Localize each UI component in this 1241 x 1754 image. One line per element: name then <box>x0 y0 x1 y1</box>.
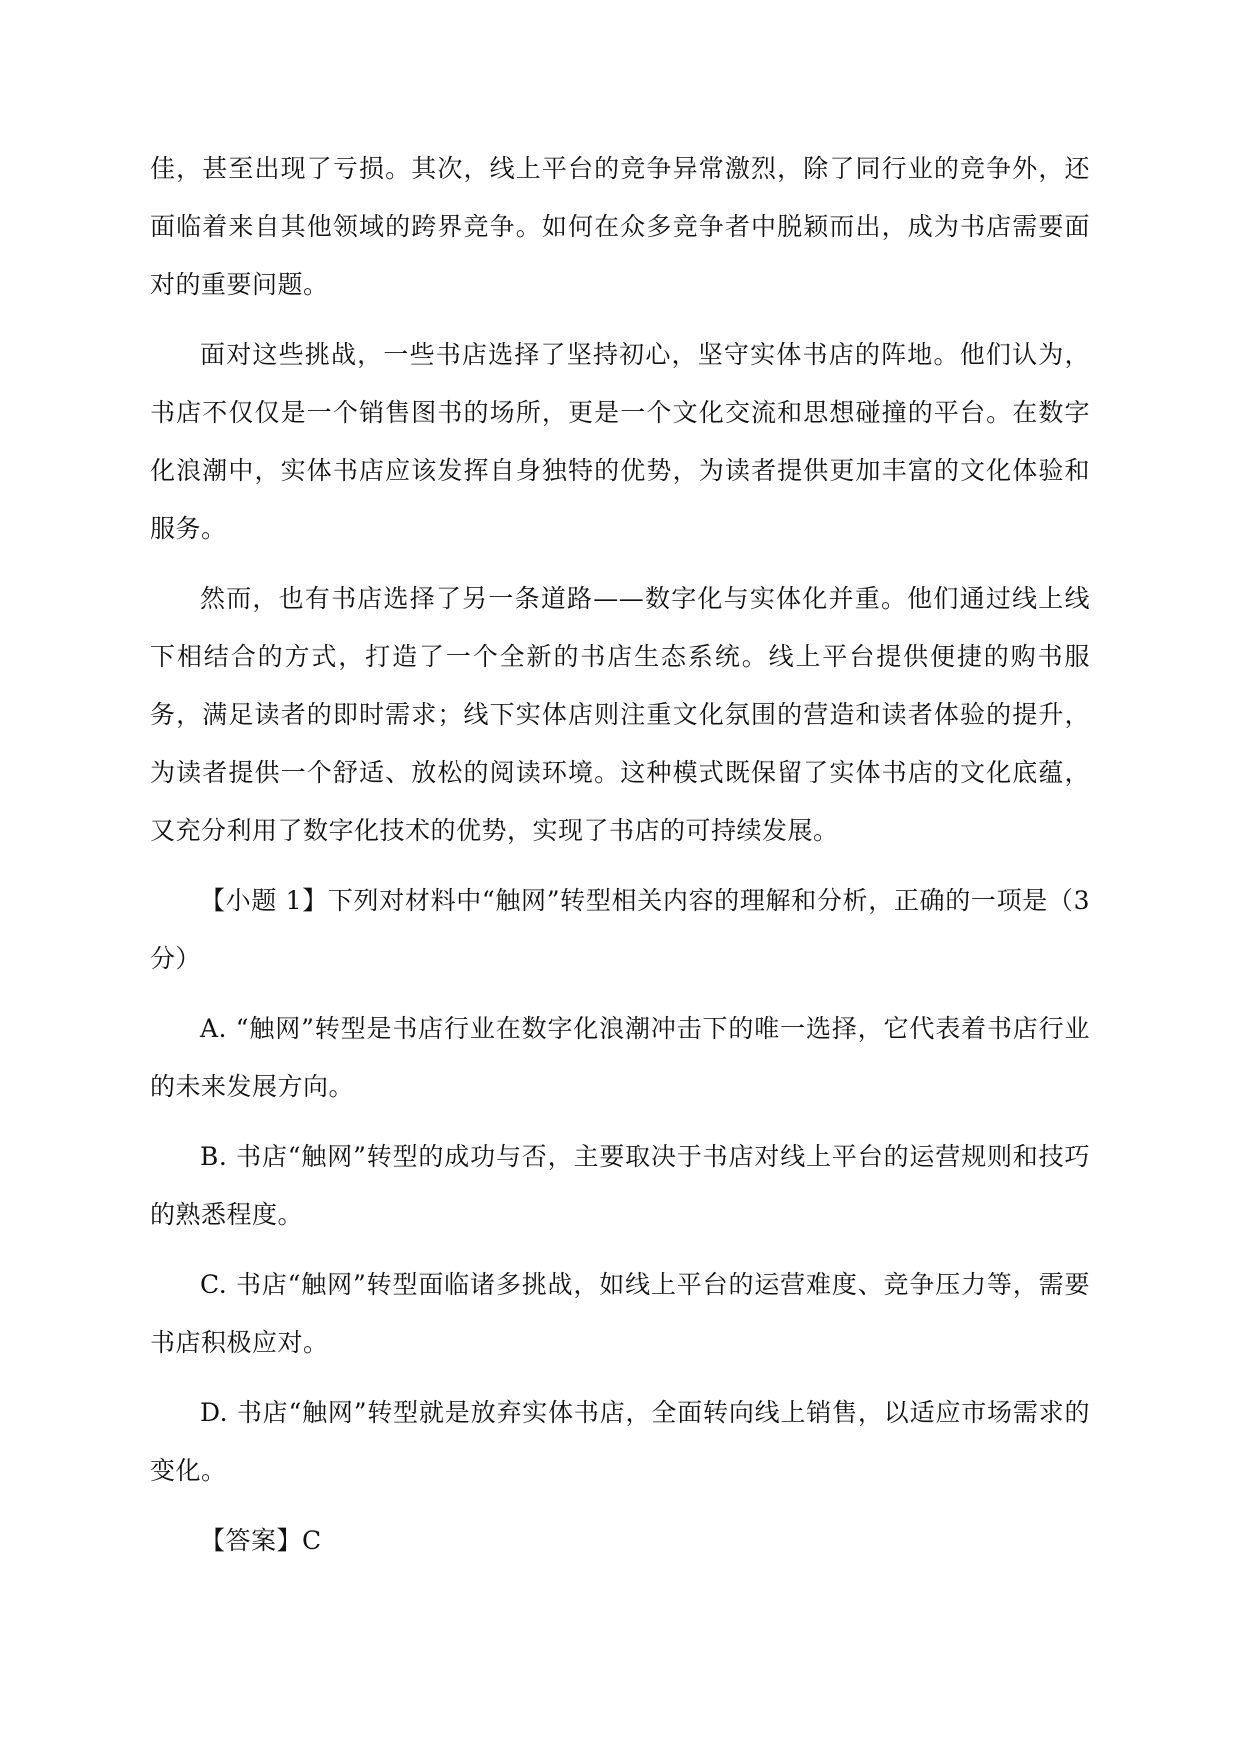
spacer <box>150 558 1090 570</box>
spacer <box>150 988 1090 1000</box>
spacer <box>150 1500 1090 1512</box>
option-a: A. “触网”转型是书店行业在数字化浪潮冲击下的唯一选择，它代表着书店行业的未来发展方向。 <box>150 1014 1090 1101</box>
document-page <box>150 140 1090 1570</box>
paragraph-2: 面对这些挑战，一些书店选择了坚持初心，坚守实体书店的阵地。他们认为，书店不仅仅是一个销售图书的场所，更是一个文化交流和思想碰撞的平台。在数字化浪潮中，实体书店应该发挥自身独特的优势，为读者提供更加丰富的文化体验和服务。 <box>150 340 1090 543</box>
spacer <box>150 1372 1090 1384</box>
option-b: B. 书店“触网”转型的成功与否，主要取决于书店对线上平台的运营规则和技巧的熟悉程度。 <box>150 1142 1090 1229</box>
spacer <box>150 1244 1090 1256</box>
answer: 【答案】C <box>200 1526 322 1555</box>
question-stem: 【小题 1】下列对材料中“触网”转型相关内容的理解和分析，正确的一项是（3分） <box>150 886 1090 973</box>
option-d: D. 书店“触网”转型就是放弃实体书店，全面转向线上销售，以适应市场需求的变化。 <box>150 1398 1090 1485</box>
spacer <box>150 860 1090 872</box>
spacer <box>150 1116 1090 1128</box>
option-c: C. 书店“触网”转型面临诸多挑战，如线上平台的运营难度、竞争压力等，需要书店积极应对。 <box>150 1270 1090 1357</box>
spacer <box>150 314 1090 326</box>
paragraph-3: 然而，也有书店选择了另一条道路——数字化与实体化并重。他们通过线上线下相结合的方式，打造了一个全新的书店生态系统。线上平台提供便捷的购书服务，满足读者的即时需求；线下实体店则注重文化氛围的营造和读者体验的提升，为读者提供一个舒适、放松的阅读环境。这种模式既保留了实体书店的文化底蕴，又充分利用了数字化技术的优势，实现了书店的可持续发展。 <box>150 584 1090 845</box>
paragraph-1: 佳，甚至出现了亏损。其次，线上平台的竞争异常激烈，除了同行业的竞争外，还面临着来自其他领域的跨界竞争。如何在众多竞争者中脱颖而出，成为书店需要面对的重要问题。 <box>150 154 1090 299</box>
